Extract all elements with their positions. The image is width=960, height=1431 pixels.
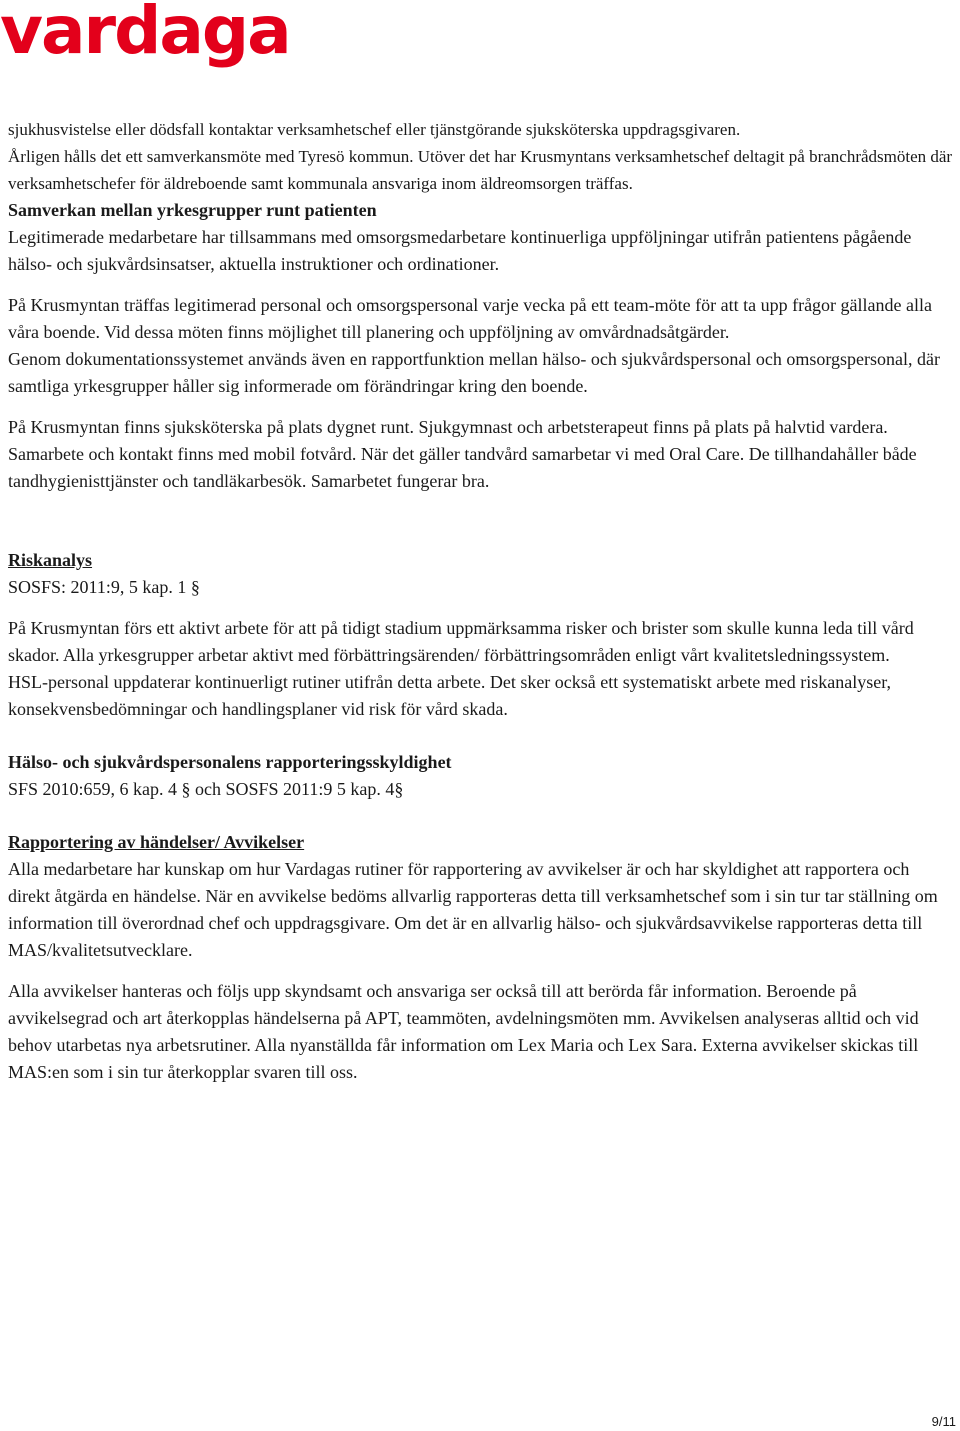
intro-paragraph xyxy=(8,116,953,197)
vardaga-logo: vardaga xyxy=(0,0,290,69)
page-number: 9/11 xyxy=(931,1414,956,1429)
paragraph: Genom dokumentationssystemet används även en rapportfunktion mellan hälso- och sjukvårdspersonal och omsorgspersonal, där samtliga yrkesgrupper håller sig informerade om förändringar kring den boende. xyxy=(8,349,940,396)
intro-text: Årligen hålls det ett samverkansmöte med Tyresö kommun. Utöver det har Krusmyntans verksamhetschef deltagit på branchrådsmöten där verksamhetschefer för äldreboende samt kommunala ansvariga inom äldreomsorgen träffas. xyxy=(8,147,953,193)
law-reference: SOSFS: 2011:9, 5 kap. 1 § xyxy=(8,577,200,597)
section-heading-riskanalys: Riskanalys xyxy=(8,550,93,570)
paragraph: HSL-personal uppdaterar kontinuerligt rutiner utifrån detta arbete. Det sker också ett systematiskt arbete med riskanalyser, konsekvensbedömningar och handlingsplaner vid risk för vård skada. xyxy=(8,672,891,719)
paragraph: På Krusmyntan förs ett aktivt arbete för att på tidigt stadium uppmärksamma risker och brister som skulle kunna leda till vård skador. Alla yrkesgrupper arbetar aktivt med förbättringsärenden/ förbättringsområden enligt vårt kvalitetsledningssystem. xyxy=(8,618,914,665)
paragraph: Alla medarbetare har kunskap om hur Vardagas rutiner för rapportering av avvikelser är och har skyldighet att rapportera och direkt åtgärda en händelse. När en avvikelse bedöms allvarlig rapporteras detta till verksamhetschef som i sin tur tar ställning om information till överordnad chef och uppdragsgivare. Om det är en allvarlig hälso- och sjukvårdsavvikelse rapporteras detta till MAS/kvalitetsutvecklare. xyxy=(8,859,938,960)
paragraph: Legitimerade medarbetare har tillsammans med omsorgsmedarbetare kontinuerliga uppföljningar utifrån patientens pågående hälso- och sjukvårdsinsatser, aktuella instruktioner och ordinationer. xyxy=(8,227,912,274)
section-heading-rapporteringsskyldighet: Hälso- och sjukvårdspersonalens rapporteringsskyldighet xyxy=(8,752,452,772)
section-heading-avvikelser: Rapportering av händelser/ Avvikelser xyxy=(8,832,305,852)
paragraph: Alla avvikelser hanteras och följs upp skyndsamt och ansvariga ser också till att berörda får information. Beroende på avvikelsegrad och art återkopplas händelserna på APT, teammöten, avdelningsmöten mm. Avvikelsen analyseras alltid och vid behov utarbetas nya arbetsrutiner. Alla nyanställda får information om Lex Maria och Lex Sara. Externa avvikelser skickas till MAS:en som i sin tur återkopplar svaren till oss. xyxy=(8,981,919,1082)
paragraph: På Krusmyntan finns sjuksköterska på plats dygnet runt. Sjukgymnast och arbetsterapeut finns på plats på halvtid vardera. Samarbete och kontakt finns med mobil fotvård. När det gäller tandvård samarbetar vi med Oral Care. De tillhandahåller både tandhygienisttjänster och tandläkarbesök. Samarbetet fungerar bra. xyxy=(8,417,917,491)
intro-line-1: sjukhusvistelse eller dödsfall kontaktar verksamhetschef eller tjänstgörande sjuksköterska uppdragsgivaren. xyxy=(8,120,741,139)
document-body xyxy=(8,116,953,1086)
section-heading-samverkan: Samverkan mellan yrkesgrupper runt patienten xyxy=(8,200,377,220)
paragraph: På Krusmyntan träffas legitimerad personal och omsorgspersonal varje vecka på ett team-möte för att ta upp frågor gällande alla våra boende. Vid dessa möten finns möjlighet till planering och uppföljning av omvårdnadsåtgärder. xyxy=(8,295,933,342)
law-reference: SFS 2010:659, 6 kap. 4 § och SOSFS 2011:9 5 kap. 4§ xyxy=(8,779,404,799)
